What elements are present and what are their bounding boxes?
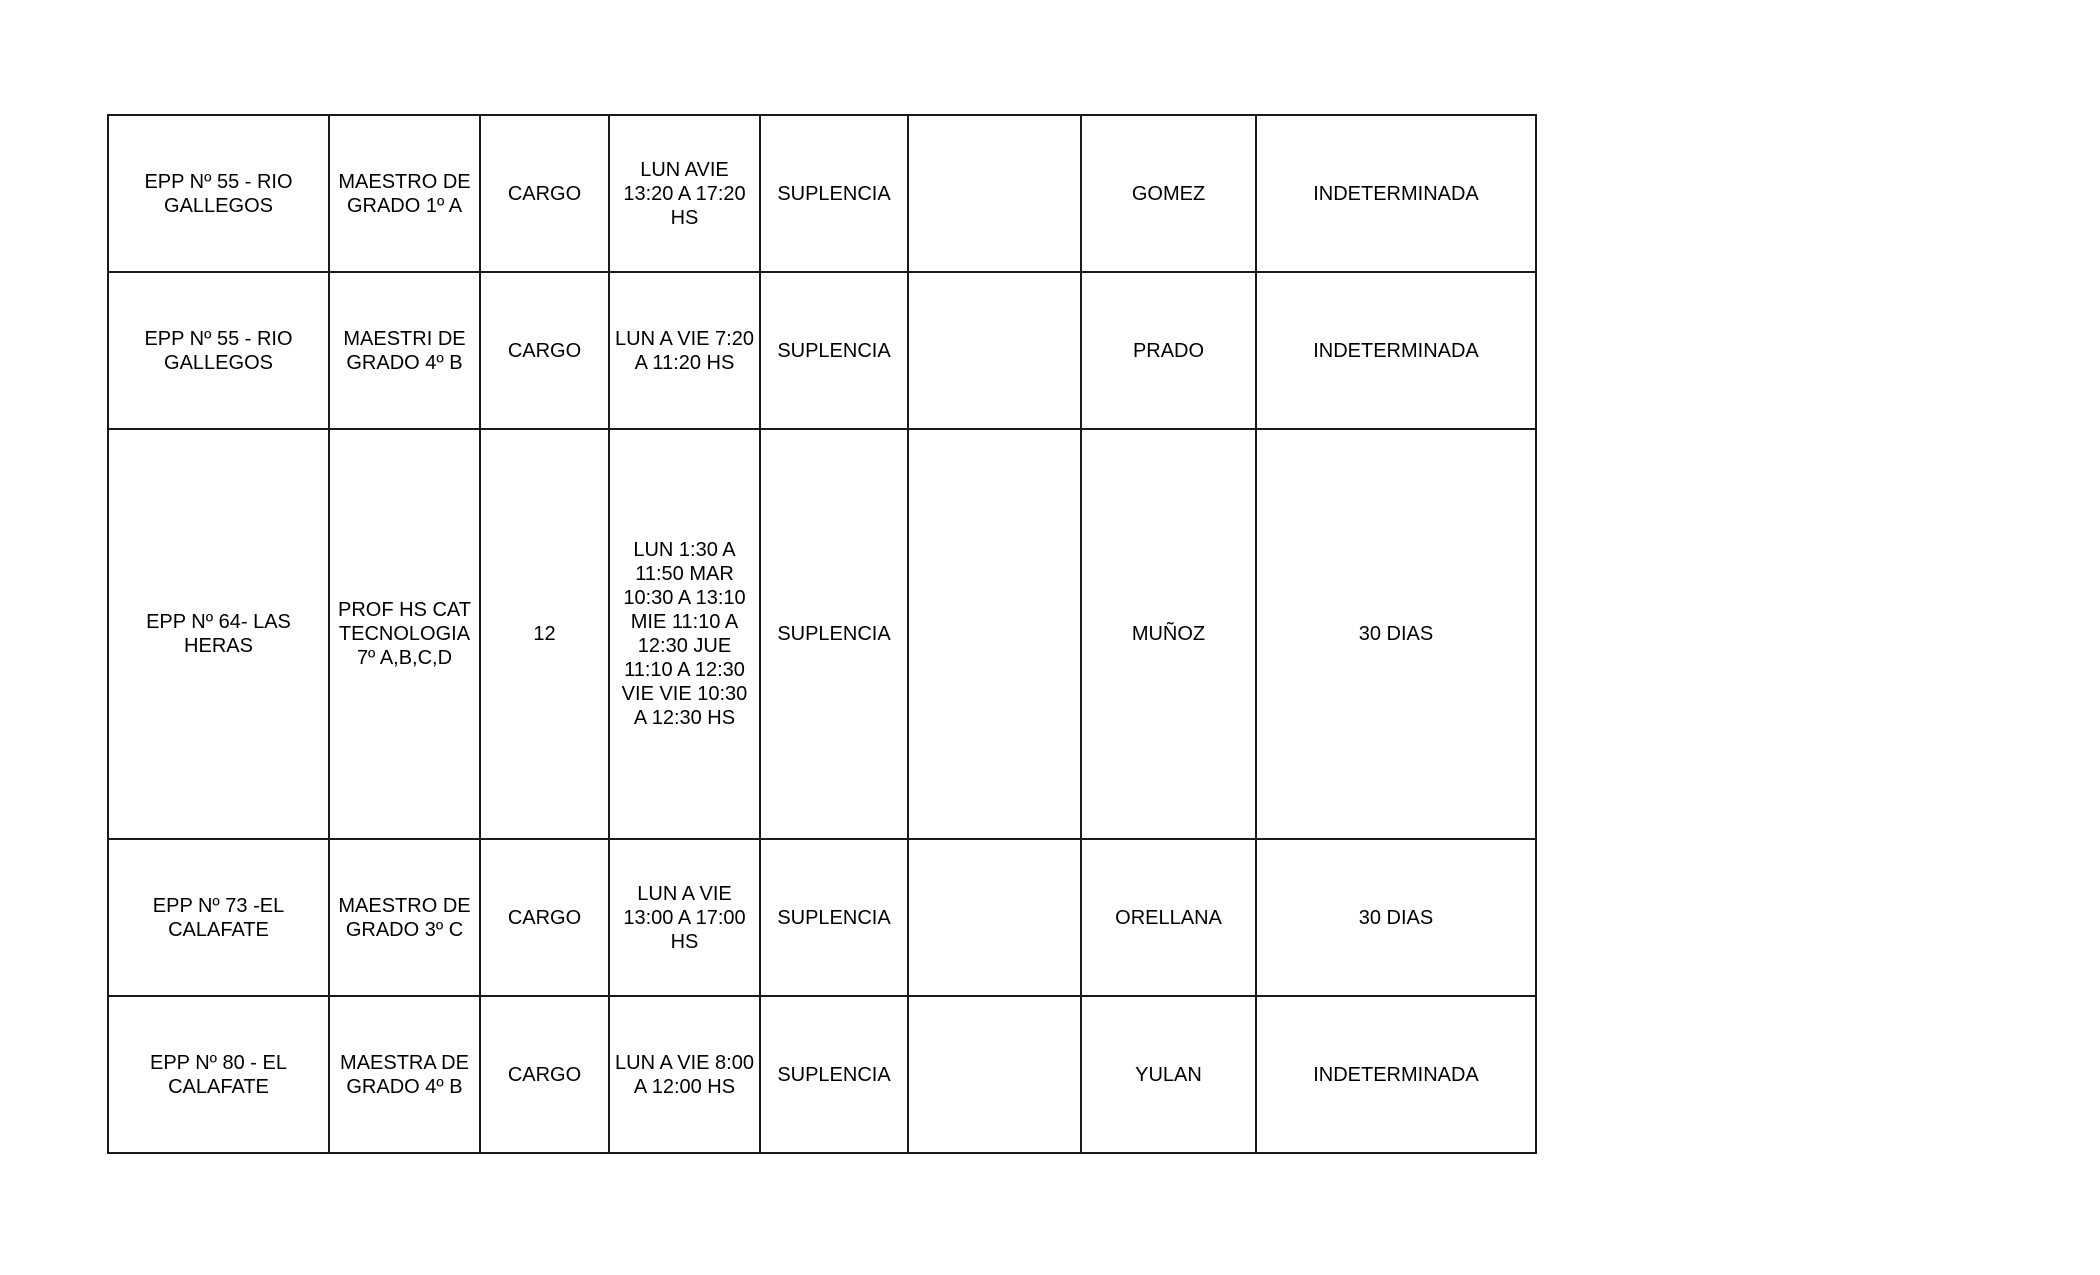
empty-cell [908, 429, 1081, 839]
empty-cell [908, 839, 1081, 996]
empty-cell [908, 996, 1081, 1153]
duration-cell: INDETERMINADA [1256, 996, 1536, 1153]
duration-cell: INDETERMINADA [1256, 272, 1536, 429]
hours-cell: CARGO [480, 839, 609, 996]
hours-cell: CARGO [480, 996, 609, 1153]
hours-cell: 12 [480, 429, 609, 839]
hours-cell: CARGO [480, 272, 609, 429]
position-cell: PROF HS CAT TECNOLOGIA 7º A,B,C,D [329, 429, 480, 839]
table-row [108, 115, 1536, 272]
school-cell: EPP Nº 55 - RIO GALLEGOS [108, 115, 329, 272]
position-cell: MAESTRA DE GRADO 4º B [329, 996, 480, 1153]
position-cell: MAESTRI DE GRADO 4º B [329, 272, 480, 429]
schedule-cell: LUN AVIE 13:20 A 17:20 HS [609, 115, 760, 272]
type-cell: SUPLENCIA [760, 115, 908, 272]
hours-cell: CARGO [480, 115, 609, 272]
schedule-cell: LUN 1:30 A 11:50 MAR 10:30 A 13:10 MIE 11:10 A 12:30 JUE 11:10 A 12:30 VIE VIE 10:30 A 12:30 HS [609, 429, 760, 839]
schedule-cell: LUN A VIE 8:00 A 12:00 HS [609, 996, 760, 1153]
duration-cell: INDETERMINADA [1256, 115, 1536, 272]
type-cell: SUPLENCIA [760, 839, 908, 996]
table-body [108, 115, 1536, 1153]
vacancy-table [107, 114, 1537, 1154]
school-cell: EPP Nº 64- LAS HERAS [108, 429, 329, 839]
duration-cell: 30 DIAS [1256, 429, 1536, 839]
duration-cell: 30 DIAS [1256, 839, 1536, 996]
schedule-cell: LUN A VIE 13:00 A 17:00 HS [609, 839, 760, 996]
holder-cell: GOMEZ [1081, 115, 1256, 272]
position-cell: MAESTRO DE GRADO 1º A [329, 115, 480, 272]
holder-cell: MUÑOZ [1081, 429, 1256, 839]
table-row [108, 839, 1536, 996]
position-cell: MAESTRO DE GRADO 3º C [329, 839, 480, 996]
table-row [108, 429, 1536, 839]
table-row [108, 272, 1536, 429]
holder-cell: PRADO [1081, 272, 1256, 429]
school-cell: EPP Nº 73 -EL CALAFATE [108, 839, 329, 996]
holder-cell: ORELLANA [1081, 839, 1256, 996]
school-cell: EPP Nº 80 - EL CALAFATE [108, 996, 329, 1153]
holder-cell: YULAN [1081, 996, 1256, 1153]
type-cell: SUPLENCIA [760, 429, 908, 839]
table-row [108, 996, 1536, 1153]
empty-cell [908, 272, 1081, 429]
type-cell: SUPLENCIA [760, 272, 908, 429]
school-cell: EPP Nº 55 - RIO GALLEGOS [108, 272, 329, 429]
empty-cell [908, 115, 1081, 272]
schedule-cell: LUN A VIE 7:20 A 11:20 HS [609, 272, 760, 429]
type-cell: SUPLENCIA [760, 996, 908, 1153]
